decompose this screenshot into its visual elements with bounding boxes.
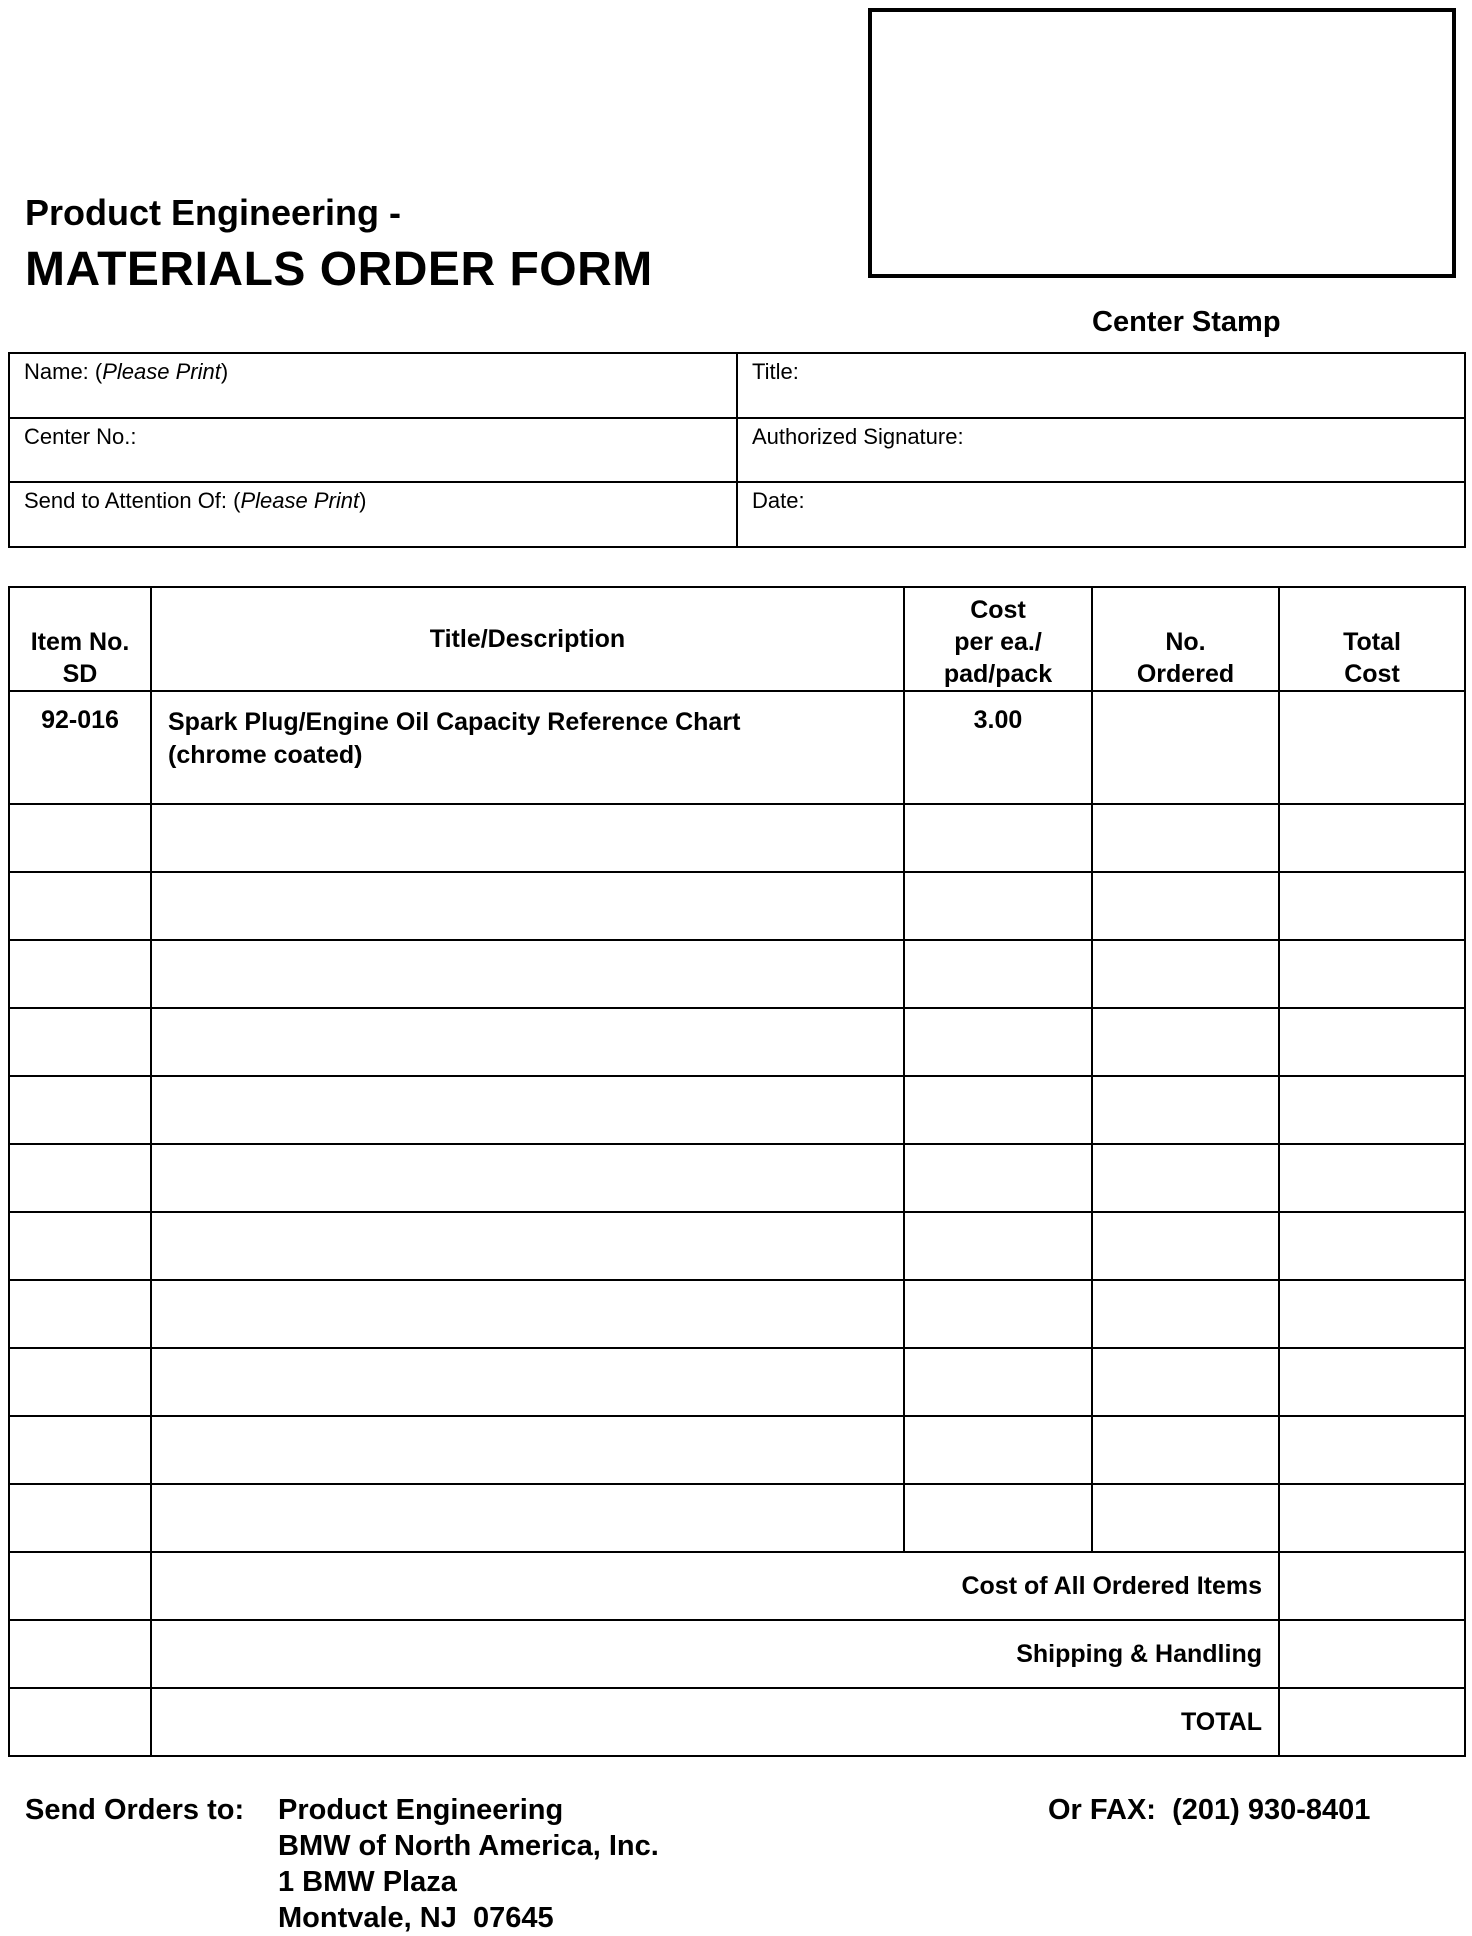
total-cell[interactable] xyxy=(1279,1076,1465,1144)
title-field[interactable] xyxy=(737,353,1465,418)
address-line1: Product Engineering xyxy=(278,1794,564,1826)
cost-cell[interactable] xyxy=(904,1280,1092,1348)
total-cell[interactable] xyxy=(1279,1212,1465,1280)
date-label: Date: xyxy=(752,488,805,514)
item-no-cell[interactable] xyxy=(9,1008,151,1076)
total-label: TOTAL xyxy=(151,1688,1279,1756)
item-no-cell[interactable] xyxy=(9,1484,151,1552)
table-row-blank xyxy=(9,1076,1465,1144)
description-cell[interactable] xyxy=(151,1280,904,1348)
signature-label: Authorized Signature: xyxy=(752,423,964,449)
total-cell[interactable] xyxy=(1279,691,1465,804)
total-cell[interactable] xyxy=(1279,1280,1465,1348)
total-value[interactable] xyxy=(1279,1688,1465,1756)
cost-cell[interactable] xyxy=(904,1076,1092,1144)
header-total xyxy=(1279,587,1465,691)
header-description-text: Title/Description xyxy=(429,625,626,653)
cost-cell[interactable] xyxy=(904,872,1092,940)
header-ordered-line1: No. xyxy=(1165,628,1206,656)
header-item-no xyxy=(9,587,151,691)
item-no-cell[interactable] xyxy=(9,940,151,1008)
ordered-cell[interactable] xyxy=(1092,872,1279,940)
cost-cell[interactable] xyxy=(904,1484,1092,1552)
table-row-blank xyxy=(9,1280,1465,1348)
table-row xyxy=(9,691,1465,804)
total-cell[interactable] xyxy=(1279,804,1465,872)
ordered-cell[interactable] xyxy=(1092,691,1279,804)
item-no-cell[interactable] xyxy=(9,1144,151,1212)
item-no-cell[interactable] xyxy=(9,1416,151,1484)
attention-close: ) xyxy=(359,488,367,514)
center-stamp-box xyxy=(868,8,1456,278)
name-hint: Please Print xyxy=(102,359,221,384)
header-ordered xyxy=(1092,587,1279,691)
title-label: Title: xyxy=(752,359,799,384)
table-row-blank xyxy=(9,1008,1465,1076)
form-subtitle: Product Engineering - xyxy=(25,192,402,233)
ordered-cell[interactable] xyxy=(1092,1348,1279,1416)
summary-row-cost xyxy=(9,1552,1465,1620)
cost-cell[interactable] xyxy=(904,1416,1092,1484)
attention-hint: Please Print xyxy=(240,488,360,514)
center-no-field[interactable] xyxy=(9,418,737,483)
total-cell[interactable] xyxy=(1279,872,1465,940)
table-row-blank xyxy=(9,1416,1465,1484)
name-label: Name: ( xyxy=(24,359,103,384)
ordered-cell[interactable] xyxy=(1092,1484,1279,1552)
table-row-blank xyxy=(9,1484,1465,1552)
header-ordered-line2: Ordered xyxy=(1136,660,1235,688)
total-cell[interactable] xyxy=(1279,1008,1465,1076)
cost-cell[interactable] xyxy=(904,1144,1092,1212)
mailing-address xyxy=(278,1792,659,1936)
ordered-cell[interactable] xyxy=(1092,1416,1279,1484)
description-cell[interactable] xyxy=(151,1144,904,1212)
cost-cell[interactable] xyxy=(904,804,1092,872)
header-item-line1: Item No. xyxy=(30,628,130,656)
ordered-cell[interactable] xyxy=(1092,1008,1279,1076)
total-cell[interactable] xyxy=(1279,1416,1465,1484)
cost-cell[interactable] xyxy=(904,940,1092,1008)
description-cell[interactable] xyxy=(151,872,904,940)
summary-row-shipping xyxy=(9,1620,1465,1688)
cost-cell[interactable] xyxy=(904,1212,1092,1280)
description-cell[interactable] xyxy=(151,691,904,804)
table-row-blank xyxy=(9,872,1465,940)
item-no-cell[interactable] xyxy=(9,1280,151,1348)
shipping-value[interactable] xyxy=(1279,1620,1465,1688)
ordered-cell[interactable] xyxy=(1092,1076,1279,1144)
item-no-cell[interactable] xyxy=(9,1348,151,1416)
total-cell[interactable] xyxy=(1279,940,1465,1008)
send-orders-label: Send Orders to: xyxy=(25,1794,245,1826)
description-cell[interactable] xyxy=(151,1416,904,1484)
address-line3: 1 BMW Plaza xyxy=(278,1866,457,1898)
name-field[interactable] xyxy=(9,353,737,418)
cost-all-label: Cost of All Ordered Items xyxy=(151,1552,1279,1620)
table-row-blank xyxy=(9,1212,1465,1280)
summary-blank-cell xyxy=(9,1552,151,1620)
ordered-cell[interactable] xyxy=(1092,940,1279,1008)
description-cell[interactable] xyxy=(151,1484,904,1552)
header-total-line2: Cost xyxy=(1344,660,1400,688)
header-description xyxy=(151,587,904,691)
date-field[interactable] xyxy=(737,482,1465,547)
form-title: MATERIALS ORDER FORM xyxy=(25,243,653,296)
name-close: ) xyxy=(220,359,229,384)
ordered-cell[interactable] xyxy=(1092,804,1279,872)
ordered-cell[interactable] xyxy=(1092,1280,1279,1348)
cost-cell[interactable] xyxy=(904,1348,1092,1416)
signature-field[interactable] xyxy=(737,418,1465,483)
description-cell[interactable] xyxy=(151,1348,904,1416)
summary-blank-cell xyxy=(9,1620,151,1688)
requester-info-table xyxy=(8,352,1466,548)
item-no-cell[interactable]: 92-016 xyxy=(9,691,151,804)
fax-number: Or FAX: (201) 930-8401 xyxy=(1048,1794,1371,1826)
item-no-cell[interactable] xyxy=(9,804,151,872)
header-total-line1: Total xyxy=(1343,628,1401,656)
description-cell[interactable] xyxy=(151,1076,904,1144)
header-cost-line1: Cost xyxy=(970,596,1026,624)
ordered-cell[interactable] xyxy=(1092,1144,1279,1212)
item-no-cell[interactable] xyxy=(9,1212,151,1280)
table-row-blank xyxy=(9,1348,1465,1416)
summary-row-total xyxy=(9,1688,1465,1756)
ordered-cell[interactable] xyxy=(1092,1212,1279,1280)
center-stamp-label: Center Stamp xyxy=(1092,306,1281,338)
cost-cell[interactable] xyxy=(904,1008,1092,1076)
summary-blank-cell xyxy=(9,1688,151,1756)
description-cell[interactable] xyxy=(151,804,904,872)
address-line4: Montvale, NJ 07645 xyxy=(278,1902,554,1934)
total-cell[interactable] xyxy=(1279,1348,1465,1416)
attention-field[interactable] xyxy=(9,482,737,547)
item-no-cell[interactable] xyxy=(9,872,151,940)
table-row-blank xyxy=(9,940,1465,1008)
description-cell[interactable] xyxy=(151,1008,904,1076)
attention-label: Send to Attention Of: ( xyxy=(24,488,241,514)
header-cost-line3: pad/pack xyxy=(943,660,1053,688)
shipping-label: Shipping & Handling xyxy=(151,1620,1279,1688)
description-line1: Spark Plug/Engine Oil Capacity Reference Chart xyxy=(168,708,741,736)
table-row-blank xyxy=(9,804,1465,872)
table-row-blank xyxy=(9,1144,1465,1212)
header-cost-line2: per ea./ xyxy=(954,628,1042,656)
description-cell[interactable] xyxy=(151,1212,904,1280)
address-line2: BMW of North America, Inc. xyxy=(278,1830,659,1862)
cost-cell[interactable]: 3.00 xyxy=(904,691,1092,804)
description-cell[interactable] xyxy=(151,940,904,1008)
item-no-cell[interactable] xyxy=(9,1076,151,1144)
total-cell[interactable] xyxy=(1279,1144,1465,1212)
header-cost xyxy=(904,587,1092,691)
center-no-label: Center No.: xyxy=(24,423,137,449)
order-items-table xyxy=(8,586,1466,1757)
header-item-line2: SD xyxy=(62,660,98,688)
total-cell[interactable] xyxy=(1279,1484,1465,1552)
description-line2: (chrome coated) xyxy=(168,741,363,769)
cost-all-value[interactable] xyxy=(1279,1552,1465,1620)
